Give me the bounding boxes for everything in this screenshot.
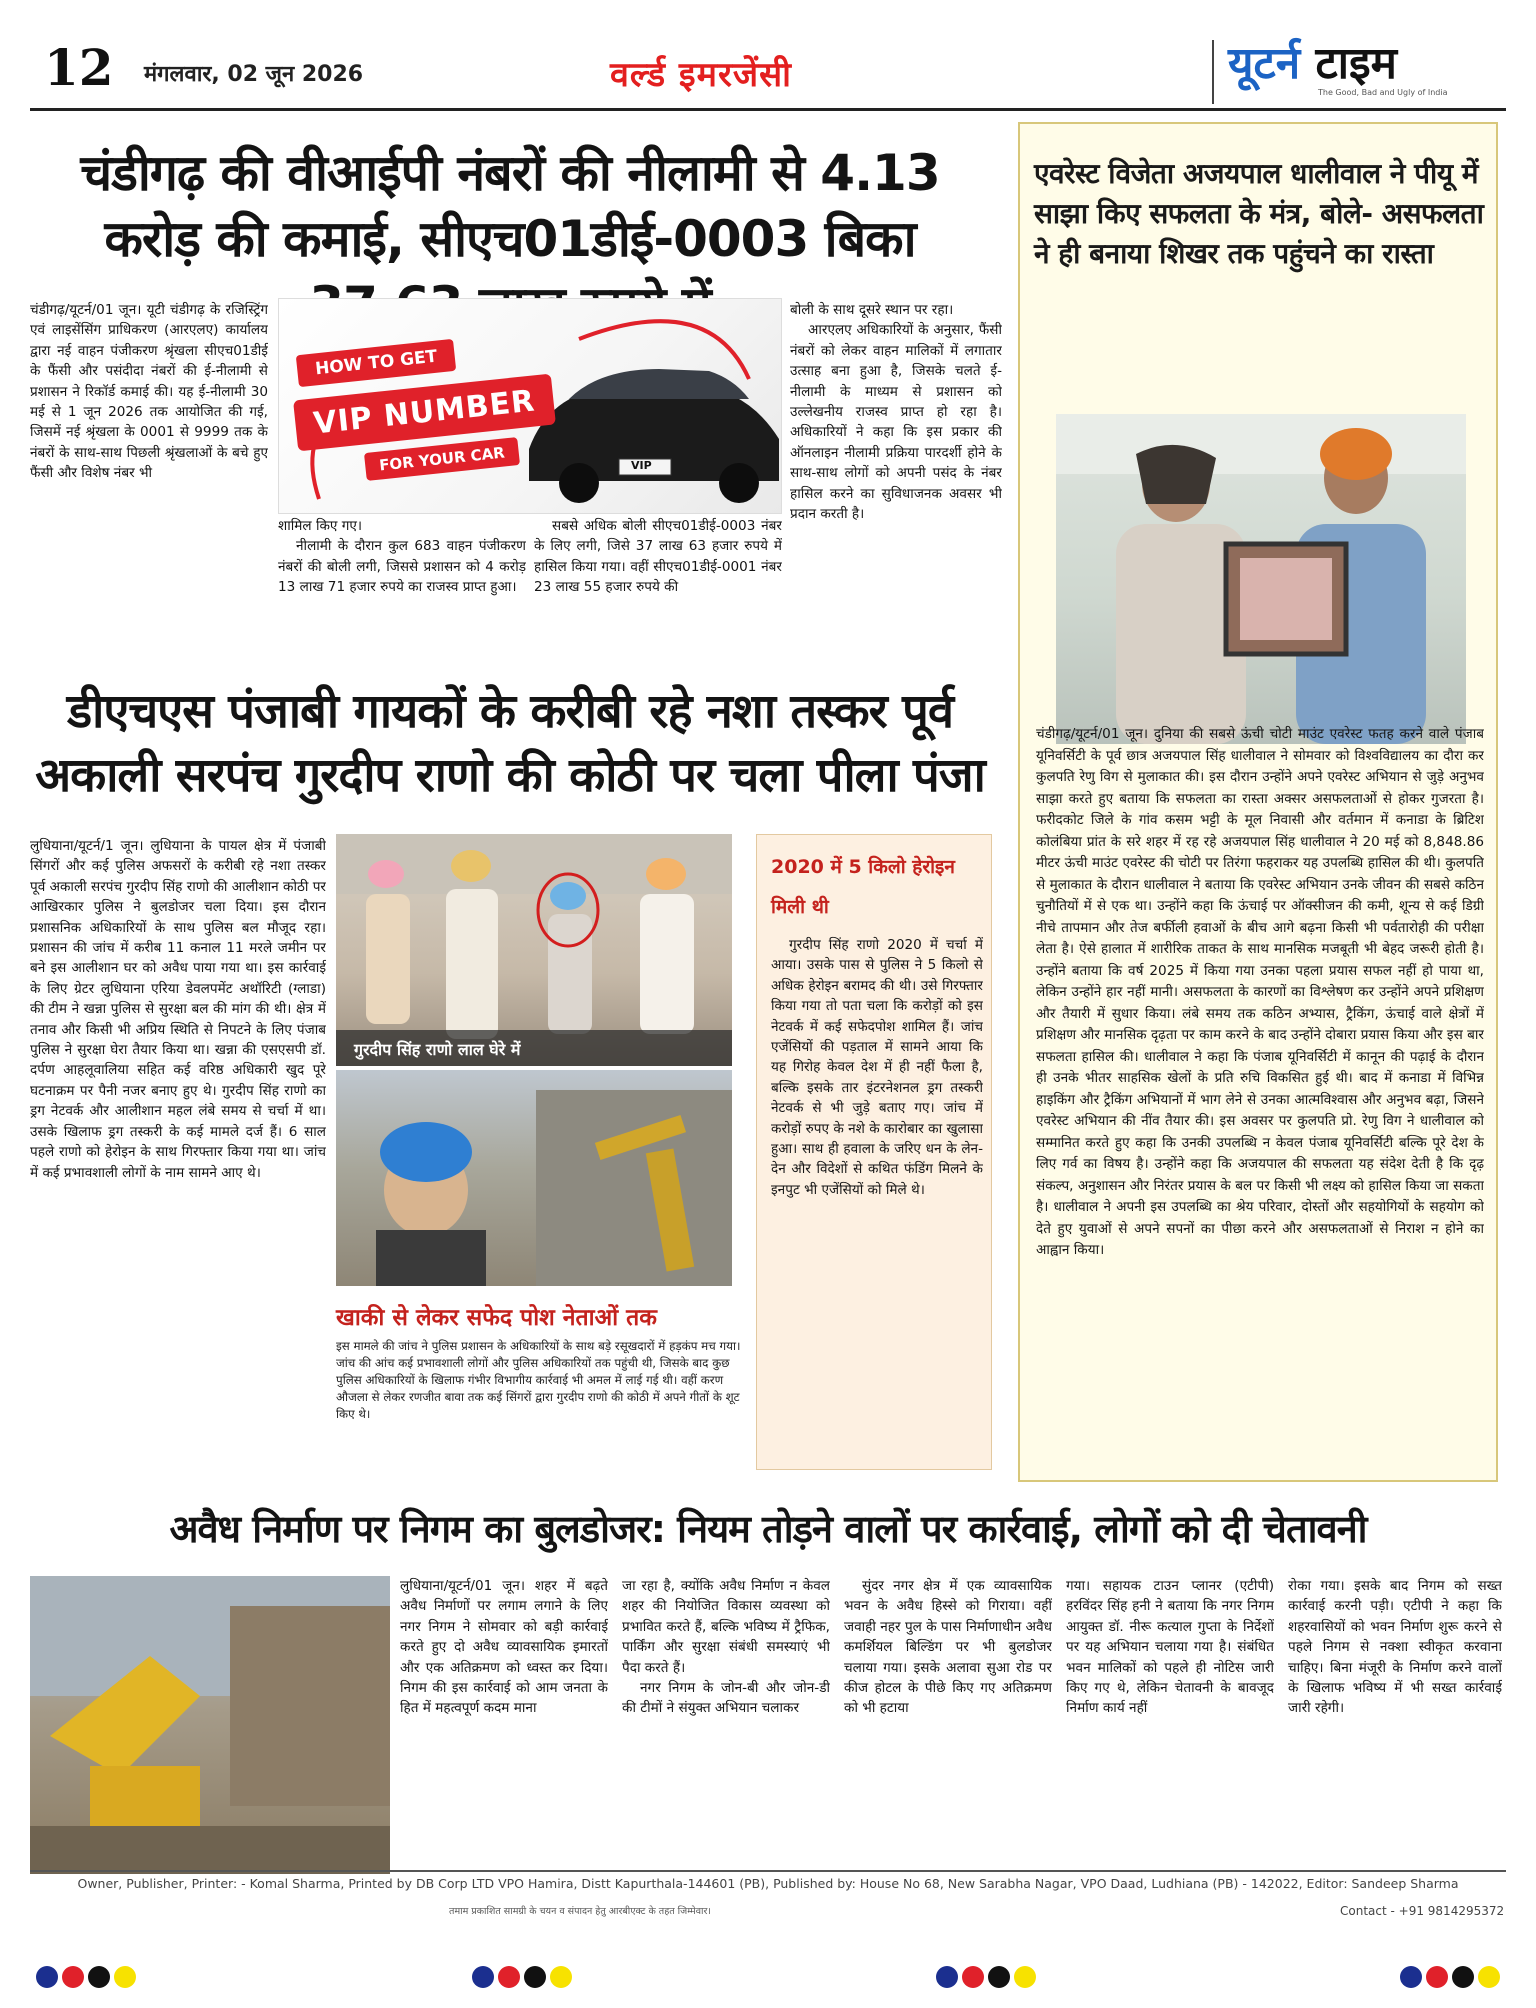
reg-dot-red bbox=[1426, 1966, 1448, 1988]
ds-photo-caption: गुरदीप सिंह राणो लाल घेरे में bbox=[336, 1030, 732, 1066]
reg-dot-yellow bbox=[1478, 1966, 1500, 1988]
number-plate: VIP bbox=[631, 459, 652, 472]
vip-paragraph: शामिल किए गए। bbox=[278, 518, 363, 534]
reg-dot-yellow bbox=[114, 1966, 136, 1988]
sidebar-headline: एवरेस्ट विजेता अजयपाल धालीवाल ने पीयू में साझा किए सफलता के मंत्र, बोले- असफलता ने ही बनाया शिखर तक पहुंचने का रास्ता bbox=[1034, 157, 1484, 270]
vip-banner-main: VIP NUMBER bbox=[293, 374, 556, 452]
vip-column-1 bbox=[30, 300, 268, 680]
bulldozer-photo bbox=[30, 1576, 390, 1874]
masthead-name bbox=[1228, 40, 1494, 88]
masthead-logo bbox=[1212, 40, 1494, 104]
reg-dot-red bbox=[498, 1966, 520, 1988]
issue-date: मंगलवार, 02 जून 2026 bbox=[144, 62, 364, 87]
vip-paragraph: सबसे अधिक बोली सीएच01डीई-0003 नंबर के लिए लगी, जिसे 37 लाख 63 हजार रुपये में हासिल किया गया। वहीं सीएच01डीई-0001 नंबर 23 लाख 55 हजार रुपये की bbox=[534, 518, 782, 596]
bulldozer-paragraph: लुधियाना/यूटर्न/01 जून। शहर में बढ़ते अवैध निर्माणों पर लगाम लगाने के लिए नगर निगम ने सोमवार को बड़ी कार्रवाई करते हुए दो अवैध व्यावसायिक इमारतों और एक अतिक्रमण को ध्वस्त कर दिया। निगम की इस कार्रवाई को आम जनता के हित में महत्वपूर्ण कदम माना bbox=[400, 1578, 608, 1717]
reg-dot-black bbox=[524, 1966, 546, 1988]
bulldozer-paragraph: जा रहा है, क्योंकि अवैध निर्माण न केवल शहर की नियोजित विकास व्यवस्था को प्रभावित करते हैं, बल्कि भविष्य में ट्रैफिक, पार्किंग और सुरक्षा संबंधी समस्याएं भी पैदा करते हैं। bbox=[622, 1578, 830, 1676]
sidebar-paragraph: चंडीगढ़/यूटर्न/01 जून। दुनिया की सबसे ऊंची चोटी माउंट एवरेस्ट फतह करने वाले पंजाब यूनिवर्सिटी के पूर्व छात्र अजयपाल सिंह धालीवाल ने सोमवार को विश्वविद्यालय का दौरा कर कुलपति रेणु विग से मुलाकात की। इस दौरान उन्होंने अपने एवरेस्ट अभियान से जुड़े अनुभव साझा करते हुए बताया कि सफलता का रास्ता अक्सर असफलताओं से होकर गुजरता है। फरीदकोट जिले के गांव कसम भट्टी के मूल निवासी और वर्तमान में कनाडा के ब्रिटिश कोलंबिया प्रांत के सरे शहर में रह रहे अजयपाल सिंह धालीवाल ने 20 मई को 8,848.86 मीटर ऊंची माउंट एवरेस्ट की चोटी पर तिरंगा फहराकर यह उपलब्धि हासिल की थी। कुलपति से मुलाकात के दौरान धालीवाल ने बताया कि एवरेस्ट अभियान उनके जीवन की सबसे कठिन चुनौतियों में से एक था। उन्होंने कहा कि ऊंचाई पर ऑक्सीजन की कमी, शून्य से कई डिग्री नीचे तापमान और तेज बर्फीली हवाओं के बीच आगे बढ़ना किसी भी पर्वतारोही की परीक्षा लेता है। ऐसे हालात में शारीरिक ताकत के साथ मानसिक मजबूती भी बेहद जरूरी होती है। उन्होंने बताया कि वर्ष 2025 में किया गया उनका पहला प्रयास सफल नहीं हो पाया था, लेकिन उन्होंने हार नहीं मानी। असफलता के कारणों का विश्लेषण कर उन्होंने अपने प्रशिक्षण और तैयारी में सुधार किया। लंबे समय तक कठिन अभ्यास, ट्रैकिंग, ऊंचाई वाले क्षेत्रों में प्रशिक्षण और मानसिक दृढ़ता पर काम करने के बाद उन्होंने दोबारा प्रयास किया और इस बार सफलता हासिल की। धालीवाल ने कहा कि पंजाब यूनिवर्सिटी में कानून की पढ़ाई के दौरान ही उनके भीतर साहसिक खेलों के प्रति रुचि विकसित हुई थी। बाद में कनाडा में विभिन्न हाइकिंग और ट्रैकिंग अभियानों में भाग लेने से उनका आत्मविश्वास और अनुभव बढ़ा, जिसने एवरेस्ट अभियान की नींव तैयार की। इस अवसर पर कुलपति प्रो. रेणु विग ने धालीवाल को सम्मानित करते हुए कहा कि उनकी उपलब्धि न केवल पंजाब यूनिवर्सिटी बल्कि पूरे देश के लिए गर्व का विषय है। उन्होंने कहा कि अजयपाल की सफलता यह संदेश देती है कि दृढ़ संकल्प, अनुशासन और निरंतर प्रयास के बल पर किसी भी लक्ष्य को हासिल किया जा सकता है। धालीवाल ने अपनी इस उपलब्धि का श्रेय परिवार, दोस्तों और सहयोगियों के सहयोग को देते हुए युवाओं से अपने सपनों का पीछा करने और असफलताओं से निराश न होने का आह्वान किया। bbox=[1036, 726, 1484, 1258]
reg-dot-yellow bbox=[550, 1966, 572, 1988]
infobox-title: 2020 में 5 किलो हेरोइन मिली थी bbox=[771, 856, 955, 918]
reg-dot-red bbox=[962, 1966, 984, 1988]
section-title: वर्ल्ड इमरजेंसी bbox=[610, 55, 792, 95]
vip-column-2 bbox=[278, 516, 526, 676]
reg-dot-black bbox=[1452, 1966, 1474, 1988]
vip-paragraph: बोली के साथ दूसरे स्थान पर रहा। bbox=[790, 302, 954, 318]
infobox-paragraph: गुरदीप सिंह राणो 2020 में चर्चा में आया। उसके पास से पुलिस ने 5 किलो से अधिक हेरोइन बरामद की थी। उसे गिरफ्तार किया गया तो पता चला कि करोड़ों को इस नेटवर्क में कई सफेदपोश शामिल हैं। जांच एजेंसियों की पड़ताल में सामने आया कि यह गिरोह केवल देश में ही नहीं फैला है, बल्कि इसके तार इंटरनेशनल ड्रग तस्करी नेटवर्क से भी जुड़े बताए गए। जांच में करोड़ों रुपए के नशे के कारोबार का खुलासा हुआ। साथ ही हवाला के जरिए धन के लेन-देन और विदेशों से कथित फंडिंग मिलने के इनपुट भी एजेंसियों को मिले थे। bbox=[771, 937, 983, 1198]
everest-photo-scene bbox=[1056, 414, 1466, 744]
reg-dot-blue bbox=[1400, 1966, 1422, 1988]
sidebar-body bbox=[1036, 724, 1484, 1262]
masthead-name-rest: टाइम bbox=[1300, 38, 1397, 89]
reg-dot-black bbox=[988, 1966, 1010, 1988]
ds-headline: डीएचएस पंजाबी गायकों के करीबी रहे नशा तस्कर पूर्व अकाली सरपंच गुरदीप राणो की कोठी पर चला पीला पंजा bbox=[35, 684, 985, 803]
ds-photo-scene bbox=[336, 1070, 732, 1286]
bulldozer-column-5 bbox=[1288, 1576, 1502, 1866]
vip-paragraph: आरएलए अधिकारियों के अनुसार, फैंसी नंबरों को लेकर वाहन मालिकों में लगातार उत्साह बना हुआ है, जिसके चलते ई-नीलामी के माध्यम से प्रशासन को उल्लेखनीय राजस्व प्राप्त हो रहा है। अधिकारियों ने कहा कि इस प्रकार की ऑनलाइन नीलामी प्रक्रिया पारदर्शी होने के साथ-साथ लोगों को अपनी पसंद के नंबर हासिल करने का सुविधाजनक अवसर भी प्रदान करती है। bbox=[790, 322, 1002, 523]
reg-dot-red bbox=[62, 1966, 84, 1988]
vip-banner-sub: FOR YOUR CAR bbox=[364, 437, 520, 481]
footer-imprint: Owner, Publisher, Printer: - Komal Sharma, Printed by DB Corp LTD VPO Hamira, Distt Kapurthala-144601 (PB), Published by: House No 68, New Sarabha Nagar, VPO Daad, Ludhiana (PB) - 142022, Editor: Sandeep Sharma bbox=[77, 1876, 1459, 1891]
masthead-tagline: The Good, Bad and Ugly of India bbox=[1318, 88, 1448, 97]
infobox-body bbox=[771, 935, 983, 1200]
masthead-name-accent: यूटर्न bbox=[1228, 38, 1301, 89]
reg-dot-black bbox=[88, 1966, 110, 1988]
footer-disclaimer: तमाम प्रकाशित सामग्री के चयन व संपादन हेतु आरबीएक्ट के तहत जिम्मेवार। bbox=[449, 1906, 711, 1917]
bulldozer-headline: अवैध निर्माण पर निगम का बुलडोजर: नियम तोड़ने वालों पर कार्रवाई, लोगों को दी चेतावनी bbox=[169, 1507, 1367, 1551]
bulldozer-column-4 bbox=[1066, 1576, 1274, 1866]
reg-dot-blue bbox=[36, 1966, 58, 1988]
bulldozer-column-2 bbox=[622, 1576, 830, 1866]
bulldozer-photo-scene bbox=[30, 1576, 390, 1874]
page-number: 12 bbox=[44, 38, 114, 97]
ds-paragraph: लुधियाना/यूटर्न/1 जून। लुधियाना के पायल क्षेत्र में पंजाबी सिंगरों और कई पुलिस अफसरों के करीबी रहे नशा तस्कर पूर्व अकाली सरपंच गुरदीप सिंह राणो की आलीशान कोठी पर आखिरकार पुलिस ने बुलडोजर चला दिया। इस दौरान प्रशासनिक अधिकारियों के साथ पुलिस बल मौजूद रहा। प्रशासन की जांच में करीब 11 कनाल 11 मरले जमीन पर बने इस आलीशान घर को अवैध पाया गया था। इस कार्रवाई के लिए ग्रेटर लुधियाना एरिया डेवलपमेंट अथॉरिटी (ग्लाडा) की टीम ने खन्ना पुलिस से सुरक्षा बल की मांग की थी। क्षेत्र में तनाव और किसी भी अप्रिय स्थिति से निपटने के लिए पंजाब पुलिस ने सुरक्षा घेरा तैयार किया था। खन्ना की एसएसपी डॉ. दर्पण आहलूवालिया सहित कई वरिष्ठ अधिकारी खुद पूरे घटनाक्रम पर पैनी नजर बनाए हुए थे। गुरदीप सिंह राणो का ड्रग नेटवर्क और आलीशान महल लंबे समय से चर्चा में था। उसके खिलाफ ड्रग तस्करी के कई मामले दर्ज हैं। 6 साल पहले राणो को हेरोइन के साथ गिरफ्तार किया गया था। जांच में कई प्रभावशाली लोगों के नाम सामने आए थे। bbox=[30, 838, 326, 1181]
bulldozer-paragraph: सुंदर नगर क्षेत्र में एक व्यावसायिक भवन के अवैध हिस्से को गिराया। वहीं जवाही नहर पुल के पास निर्माणाधीन अवैध कमर्शियल बिल्डिंग पर भी बुलडोजर चलाया गया। इसके अलावा सुआ रोड पर कीज होटल के पीछे किए गए अतिक्रमण को भी हटाया bbox=[844, 1578, 1052, 1717]
heroin-infobox bbox=[756, 834, 992, 1470]
vip-column-3 bbox=[534, 516, 782, 676]
ds-photo-demolition bbox=[336, 1070, 732, 1286]
ds-sub-caption: खाकी से लेकर सफेद पोश नेताओं तक bbox=[336, 1305, 657, 1331]
vip-column-4 bbox=[790, 300, 1002, 680]
everest-sidebar bbox=[1018, 122, 1498, 1482]
everest-photo bbox=[1056, 414, 1466, 744]
bulldozer-column-1 bbox=[400, 1576, 608, 1866]
ds-photo-group bbox=[336, 834, 732, 1066]
vip-paragraph: चंडीगढ़/यूटर्न/01 जून। यूटी चंडीगढ़ के रजिस्ट्रिंग एवं लाइसेंसिंग प्राधिकरण (आरएलए) कार्यालय द्वारा नई वाहन पंजीकरण श्रृंखला सीएच01डीई के फैंसी और पसंदीदा नंबरों की ई-नीलामी से प्रशासन ने रिकॉर्ड कमाई की। यह ई-नीलामी 30 मई से 1 जून 2026 तक आयोजित की गई, जिसमें नई श्रृंखला के 0001 से 9999 तक के नंबरों के साथ-साथ पिछली श्रृंखलाओं के बचे हुए फैंसी और विशेष नंबर भी bbox=[30, 302, 268, 482]
footer-divider bbox=[30, 1870, 1506, 1872]
registration-marks-right bbox=[1400, 1966, 1500, 1988]
reg-dot-blue bbox=[472, 1966, 494, 1988]
vip-paragraph: नीलामी के दौरान कुल 683 वाहन पंजीकरण नंबरों की बोली लगी, जिससे प्रशासन को 4 करोड़ 13 लाख 71 हजार रुपये का राजस्व प्राप्त हुआ। bbox=[278, 538, 526, 596]
reg-dot-blue bbox=[936, 1966, 958, 1988]
registration-marks-left bbox=[36, 1966, 136, 1988]
vip-headline: चंडीगढ़ की वीआईपी नंबरों की नीलामी से 4.13 करोड़ की कमाई, सीएच01डीई-0003 बिका bbox=[80, 144, 940, 268]
vip-banner-top: HOW TO GET bbox=[296, 339, 457, 387]
bulldozer-paragraph: गया। सहायक टाउन प्लानर (एटीपी) हरविंदर सिंह हनी ने बताया कि नगर निगम आयुक्त डॉ. नीरू कत्याल गुप्ता के निर्देशों पर यह अभियान चलाया गया है। संबंधित भवन मालिकों को पहले ही नोटिस जारी किए गए थे, लेकिन चेतावनी के बावजूद निर्माण कार्य नहीं bbox=[1066, 1578, 1274, 1717]
bulldozer-paragraph: रोका गया। इसके बाद निगम को सख्त कार्रवाई करनी पड़ी। एटीपी ने कहा कि शहरवासियों को भवन निर्माण शुरू करने से पहले निगम से नक्शा स्वीकृत करवाना चाहिए। बिना मंजूरी के निर्माण करने वालों के खिलाफ भविष्य में भी सख्त कार्रवाई जारी रहेगी। bbox=[1288, 1578, 1502, 1717]
footer-contact: Contact - +91 9814295372 bbox=[1340, 1904, 1505, 1918]
registration-marks-mid-right bbox=[936, 1966, 1036, 1988]
reg-dot-yellow bbox=[1014, 1966, 1036, 1988]
registration-marks-mid-left bbox=[472, 1966, 572, 1988]
ds-column-1 bbox=[30, 836, 326, 1480]
ds-sub-note: इस मामले की जांच ने पुलिस प्रशासन के अधिकारियों के साथ बड़े रसूखदारों में हड़कंप मच गया। जांच की आंच कई प्रभावशाली लोगों और पुलिस अधिकारियों तक पहुंची थी, जिसके बाद कुछ पुलिस अधिकारियों के खिलाफ गंभीर विभागीय कार्रवाई भी अमल में लाई गई थी। वहीं करण औजला से लेकर रणजीत बावा तक कई सिंगरों द्वारा गुरदीप राणो की कोठी में अपने गीतों के शूट किए थे। bbox=[336, 1339, 741, 1421]
bulldozer-paragraph: नगर निगम के जोन-बी और जोन-डी की टीमों ने संयुक्त अभियान चलाकर bbox=[622, 1680, 830, 1717]
bulldozer-column-3 bbox=[844, 1576, 1052, 1866]
header-divider bbox=[30, 108, 1506, 111]
vip-number-image bbox=[278, 298, 782, 514]
